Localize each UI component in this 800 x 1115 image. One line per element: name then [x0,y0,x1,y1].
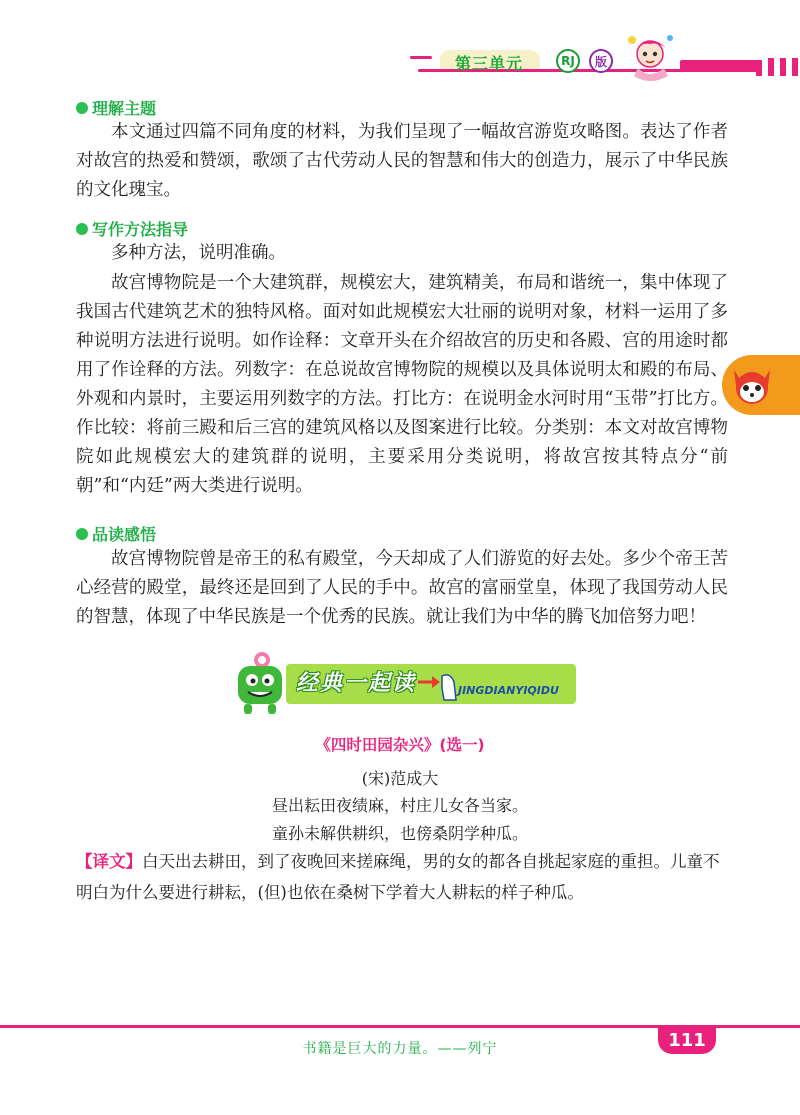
header-checker [756,64,800,76]
section-heading-reflection [76,522,156,545]
header-dash [410,56,432,59]
section-heading-text: 写作方法指导 [92,220,189,239]
unit-title: 第三单元 [455,54,524,73]
section-heading-method [76,217,188,240]
bullet-dot-icon [76,223,88,235]
edition-badge-rj: RJ [556,49,580,73]
banner-pinyin: JINGDIANYIQIDU [458,684,559,697]
poem-line: 昼出耘田夜绩麻，村庄儿女各当家。 [271,796,528,815]
section-heading-text: 理解主题 [92,99,157,118]
page-number: 111 [668,1030,706,1051]
translation-text: 白天出去耕田，到了夜晚回来搓麻绳，男的女的都各自挑起家庭的重担。儿童不明白为什么要进行耕耘，(但)也依在桑树下学着大人耕耘的样子种瓜。 [76,852,720,902]
poem-author: (宋)范成大 [361,769,439,788]
pointing-hand-icon [416,670,460,706]
banner-title: 经典一起读 [296,671,417,696]
reading-banner [228,650,578,716]
girl-mascot-icon [612,30,682,82]
edition-badge-ban: 版 [589,49,613,73]
paragraph: 故宫博物院是一个大建筑群，规模宏大，建筑精美，布局和谐统一，集中体现了我国古代建筑艺术的独特风格。面对如此规模宏大壮丽的说明对象，材料一运用了多种说明方法进行说明。如作诠释：文章开头在介绍故宫的历史和各殿、宫的用途时都用了作诠释的方法。列数字：在总说故宫博物院的规模以及具体说明太和殿的布局、外观和内景时，主要运用列数字的方法。打比方：在说明金水河时用“玉带”打比方。作比较：将前三殿和后三宫的建筑风格以及图案进行比较。分类别：本文对故宫博物院如此规模宏大的建筑群的说明，主要采用分类说明，将故宫按其特点分“前朝”和“内廷”两大类进行说明。 [76,273,728,496]
bullet-dot-icon [76,102,88,114]
poem-line: 童孙未解供耕织，也傍桑阴学种瓜。 [271,824,528,843]
paragraph: 故宫博物院曾是帝王的私有殿堂，今天却成了人们游览的好去处。多少个帝王苦心经营的殿堂，最终还是回到了人民的手中。故宫的富丽堂皇，体现了我国劳动人民的智慧，体现了中华民族是一个优秀的民族。就让我们为中华的腾飞加倍努力吧！ [76,549,728,627]
translation-label: 【译文】 [76,852,142,871]
section-heading-theme [76,96,156,119]
section-heading-text: 品读感悟 [92,525,157,544]
paragraph: 多种方法，说明准确。 [111,243,286,263]
poem-title: 《四时田园杂兴》(选一) [315,736,485,754]
poem-translation [76,846,728,908]
fox-mascot-icon [728,360,776,410]
paragraph: 本文通过四篇不同角度的材料，为我们呈现了一幅故宫游览攻略图。表达了作者对故宫的热爱和赞颂，歌颂了古代劳动人民的智慧和伟大的创造力，展示了中华民族的文化瑰宝。 [76,122,728,200]
monster-mascot-icon [228,650,290,716]
bullet-dot-icon [76,528,88,540]
footer-quote: 书籍是巨大的力量。——列宁 [302,1041,498,1057]
